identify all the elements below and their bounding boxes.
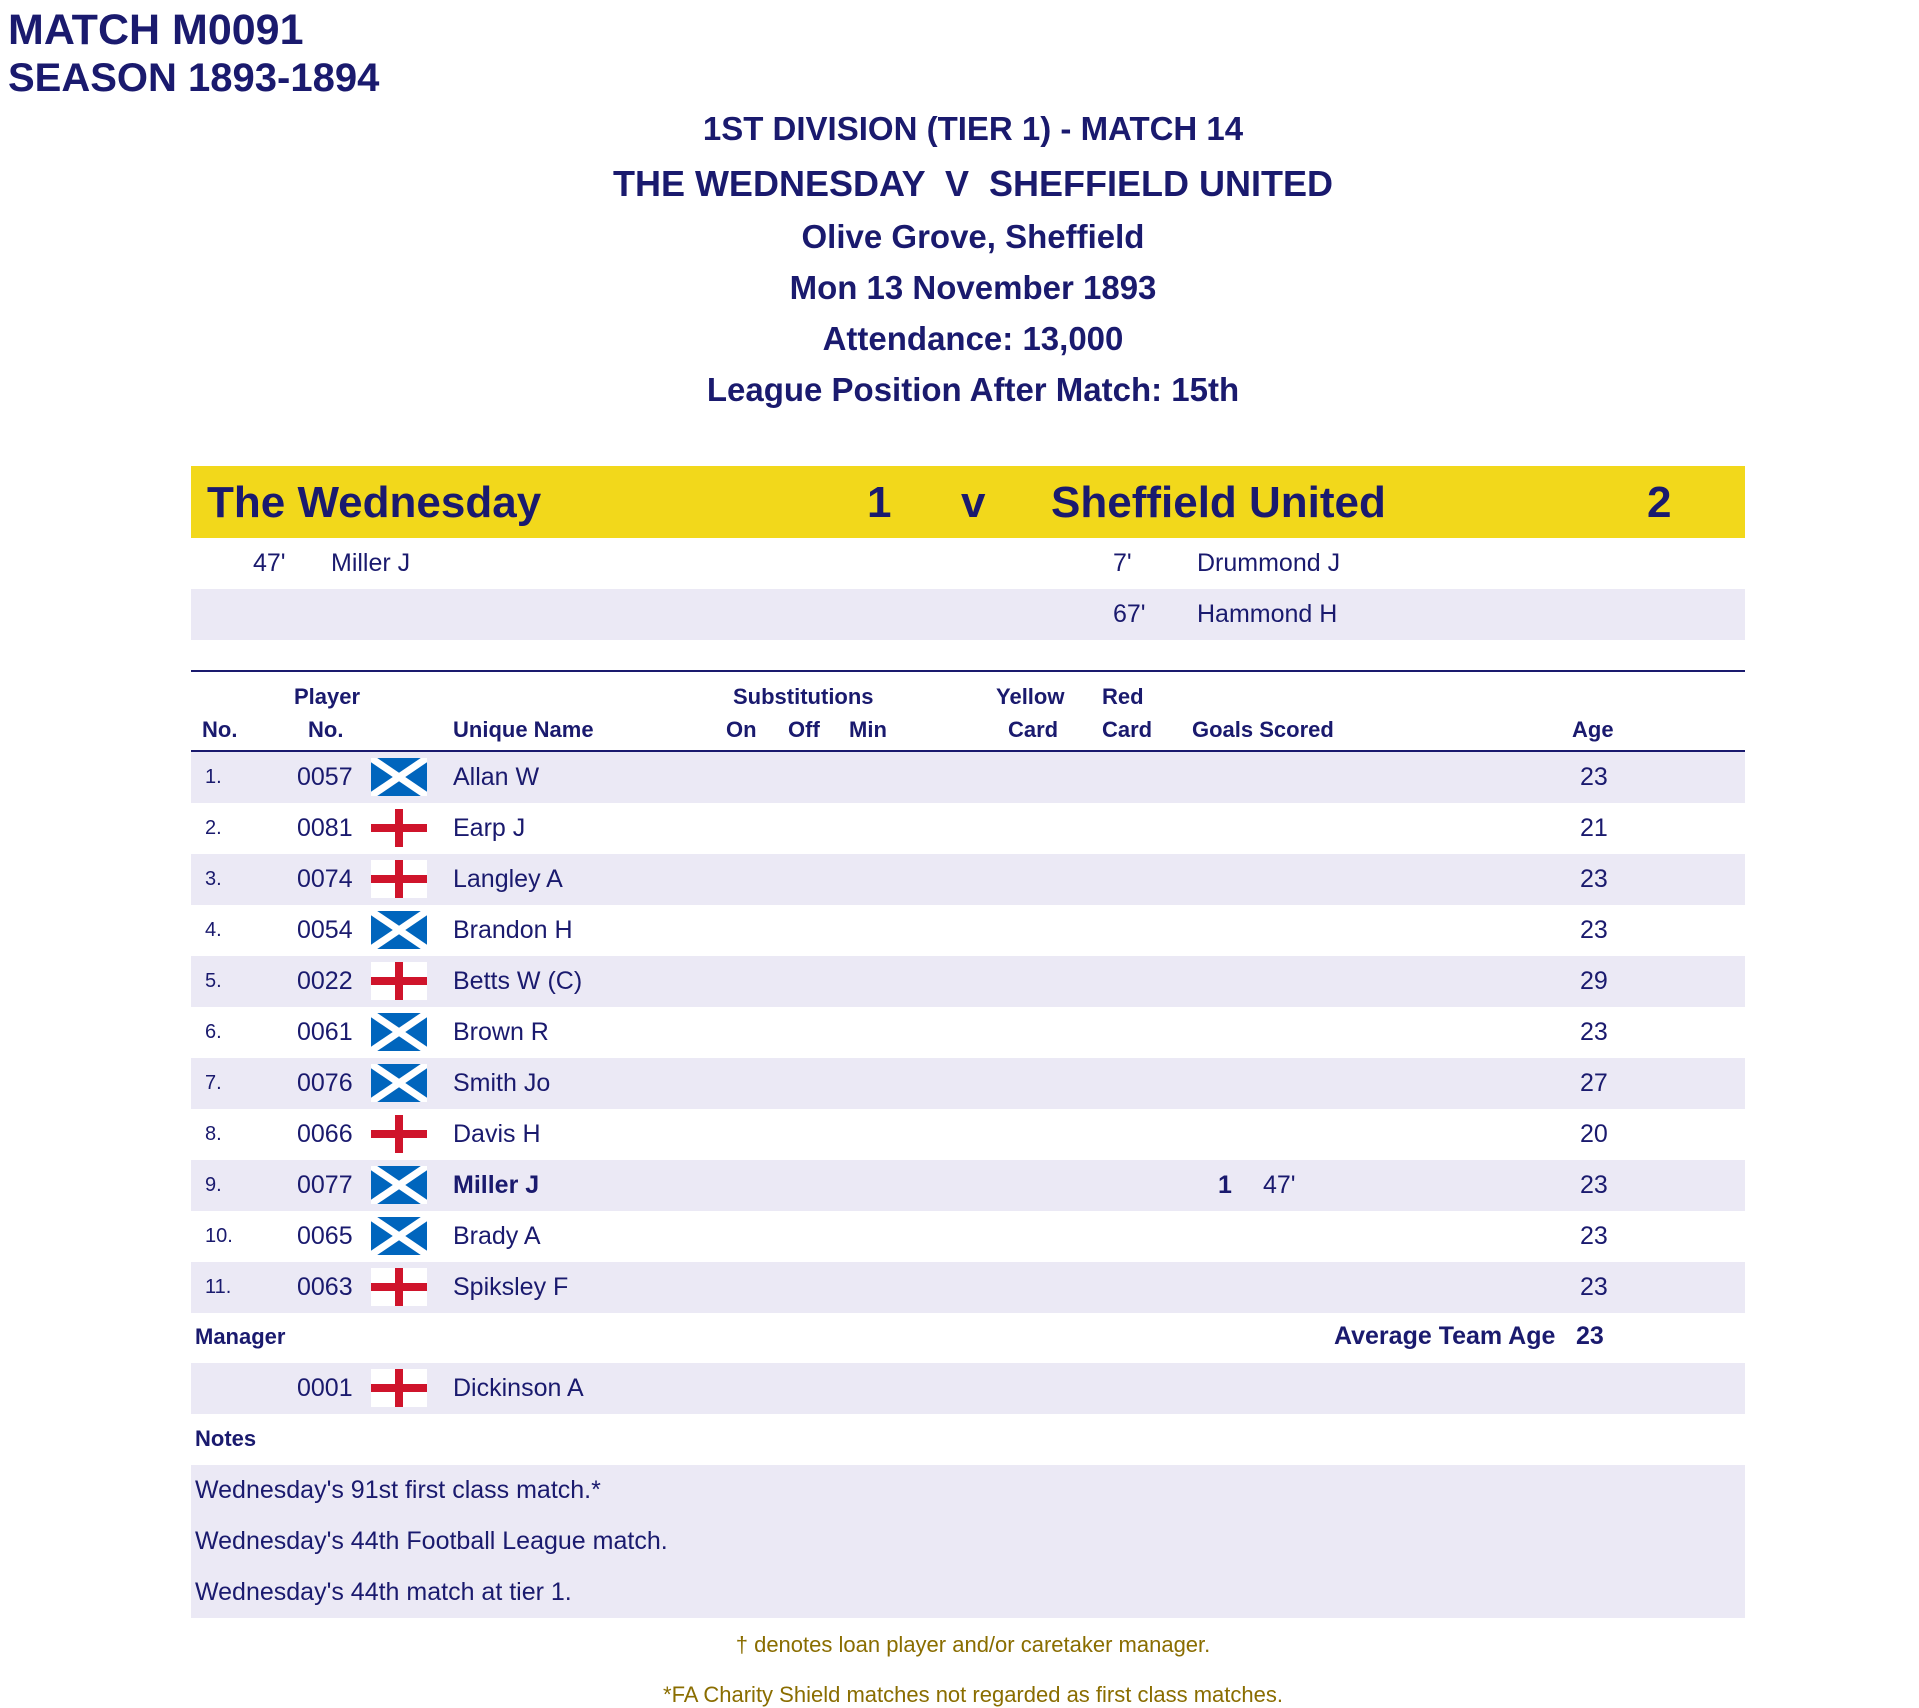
player-name: Langley A (453, 865, 563, 893)
scorers-row (191, 538, 1745, 589)
goals-count: 1 (1218, 1171, 1232, 1199)
manager-row (191, 1363, 1745, 1414)
table-row (191, 956, 1745, 1007)
player-name: Brown R (453, 1018, 549, 1046)
player-name: Betts W (C) (453, 967, 583, 995)
england-flag-icon (371, 1115, 427, 1153)
scotland-flag-icon (371, 1013, 427, 1051)
notes-label: Notes (195, 1426, 257, 1451)
match-id: MATCH M0091 (8, 6, 304, 54)
player-number: 0081 (297, 814, 353, 842)
england-flag-icon (371, 860, 427, 898)
row-number: 11. (205, 1276, 232, 1298)
away-scorer-name: Hammond H (1197, 600, 1338, 628)
header-player-no-bottom: No. (308, 717, 344, 742)
loan-footnote: † denotes loan player and/or caretaker manager. (735, 1632, 1211, 1657)
away-scorer-minute: 67' (1113, 600, 1146, 628)
average-age-label: Average Team Age (1334, 1322, 1556, 1350)
away-team-name: Sheffield United (1051, 478, 1386, 527)
manager-player-no: 0001 (297, 1374, 353, 1402)
average-age-value: 23 (1576, 1322, 1604, 1350)
home-score: 1 (867, 478, 892, 527)
player-age: 23 (1580, 865, 1608, 893)
table-row (191, 1262, 1745, 1313)
player-number: 0054 (297, 916, 353, 944)
england-flag-icon (371, 962, 427, 1000)
player-number: 0076 (297, 1069, 353, 1097)
player-name: Earp J (453, 814, 526, 842)
row-number: 4. (205, 919, 222, 941)
table-row (191, 803, 1745, 854)
match-date: Mon 13 November 1893 (789, 269, 1157, 306)
table-row (191, 854, 1745, 905)
header-sub-off: Off (788, 717, 820, 742)
note-item: Wednesday's 91st first class match.* (195, 1476, 601, 1504)
header-substitutions: Substitutions (733, 684, 874, 709)
player-age: 23 (1580, 1222, 1608, 1250)
row-number: 8. (205, 1123, 222, 1145)
player-name: Brady A (453, 1222, 541, 1250)
scotland-flag-icon (371, 1217, 427, 1255)
scotland-flag-icon (371, 1064, 427, 1102)
row-number: 7. (205, 1072, 222, 1094)
player-age: 23 (1580, 1018, 1608, 1046)
header-player-no-top: Player (294, 684, 361, 709)
away-scorer-minute: 7' (1113, 549, 1132, 577)
row-number: 1. (205, 766, 222, 788)
row-number: 2. (205, 817, 222, 839)
player-age: 29 (1580, 967, 1608, 995)
header-red-top: Red (1102, 684, 1144, 709)
row-number: 10. (205, 1225, 233, 1247)
header-red-bottom: Card (1102, 717, 1153, 742)
player-age: 20 (1580, 1120, 1608, 1148)
player-age: 23 (1580, 1171, 1608, 1199)
attendance: Attendance: 13,000 (822, 320, 1124, 357)
player-number: 0022 (297, 967, 353, 995)
table-row (191, 1109, 1745, 1160)
row-number: 5. (205, 970, 222, 992)
home-scorer-minute: 47' (253, 549, 286, 577)
table-row (191, 1211, 1745, 1262)
goal-minute: 47' (1263, 1171, 1296, 1199)
player-number: 0061 (297, 1018, 353, 1046)
player-age: 27 (1580, 1069, 1608, 1097)
league-position: League Position After Match: 15th (706, 371, 1240, 408)
table-row (191, 752, 1745, 803)
player-number: 0066 (297, 1120, 353, 1148)
player-name: Miller J (453, 1171, 540, 1199)
scotland-flag-icon (371, 1166, 427, 1204)
header-unique-name: Unique Name (453, 717, 594, 742)
scotland-flag-icon (371, 911, 427, 949)
header-yellow-top: Yellow (996, 684, 1065, 709)
scotland-flag-icon (371, 758, 427, 796)
table-row (191, 1160, 1745, 1211)
home-scorer-name: Miller J (331, 549, 411, 577)
player-name: Brandon H (453, 916, 573, 944)
england-flag-icon (371, 809, 427, 847)
venue: Olive Grove, Sheffield (801, 218, 1145, 255)
player-age: 23 (1580, 916, 1608, 944)
note-item: Wednesday's 44th match at tier 1. (195, 1578, 572, 1606)
note-item: Wednesday's 44th Football League match. (195, 1527, 668, 1555)
header-sub-min: Min (849, 717, 887, 742)
player-name: Davis H (453, 1120, 541, 1148)
row-number: 6. (205, 1021, 222, 1043)
header-goals-scored: Goals Scored (1192, 717, 1334, 742)
header-age: Age (1572, 717, 1614, 742)
charity-footnote: *FA Charity Shield matches not regarded as first class matches. (663, 1682, 1283, 1707)
notes-block (191, 1465, 1745, 1618)
home-team-name: The Wednesday (207, 478, 542, 527)
england-flag-icon (371, 1268, 427, 1306)
season: SEASON 1893-1894 (8, 56, 380, 100)
player-number: 0077 (297, 1171, 353, 1199)
manager-label: Manager (195, 1324, 286, 1349)
row-number: 3. (205, 868, 222, 890)
header-yellow-bottom: Card (1008, 717, 1059, 742)
table-row (191, 905, 1745, 956)
player-name: Spiksley F (453, 1273, 569, 1301)
scorers-row (191, 589, 1745, 640)
table-row (191, 1058, 1745, 1109)
header-no: No. (202, 717, 238, 742)
player-age: 21 (1580, 814, 1608, 842)
fixture-title: THE WEDNESDAY V SHEFFIELD UNITED (612, 163, 1334, 204)
player-number: 0063 (297, 1273, 353, 1301)
table-top-rule (191, 670, 1745, 672)
away-scorer-name: Drummond J (1197, 549, 1341, 577)
player-number: 0074 (297, 865, 353, 893)
player-number: 0057 (297, 763, 353, 791)
row-number: 9. (205, 1174, 222, 1196)
player-number: 0065 (297, 1222, 353, 1250)
competition-title: 1ST DIVISION (TIER 1) - MATCH 14 (702, 110, 1244, 147)
player-age: 23 (1580, 1273, 1608, 1301)
header-sub-on: On (726, 717, 757, 742)
away-score: 2 (1647, 478, 1672, 527)
player-name: Smith Jo (453, 1069, 551, 1097)
manager-name: Dickinson A (453, 1374, 584, 1402)
versus-label: v (961, 478, 986, 527)
score-bar (191, 466, 1745, 538)
england-flag-icon (371, 1369, 427, 1407)
table-row (191, 1007, 1745, 1058)
player-age: 23 (1580, 763, 1608, 791)
player-name: Allan W (453, 763, 540, 791)
